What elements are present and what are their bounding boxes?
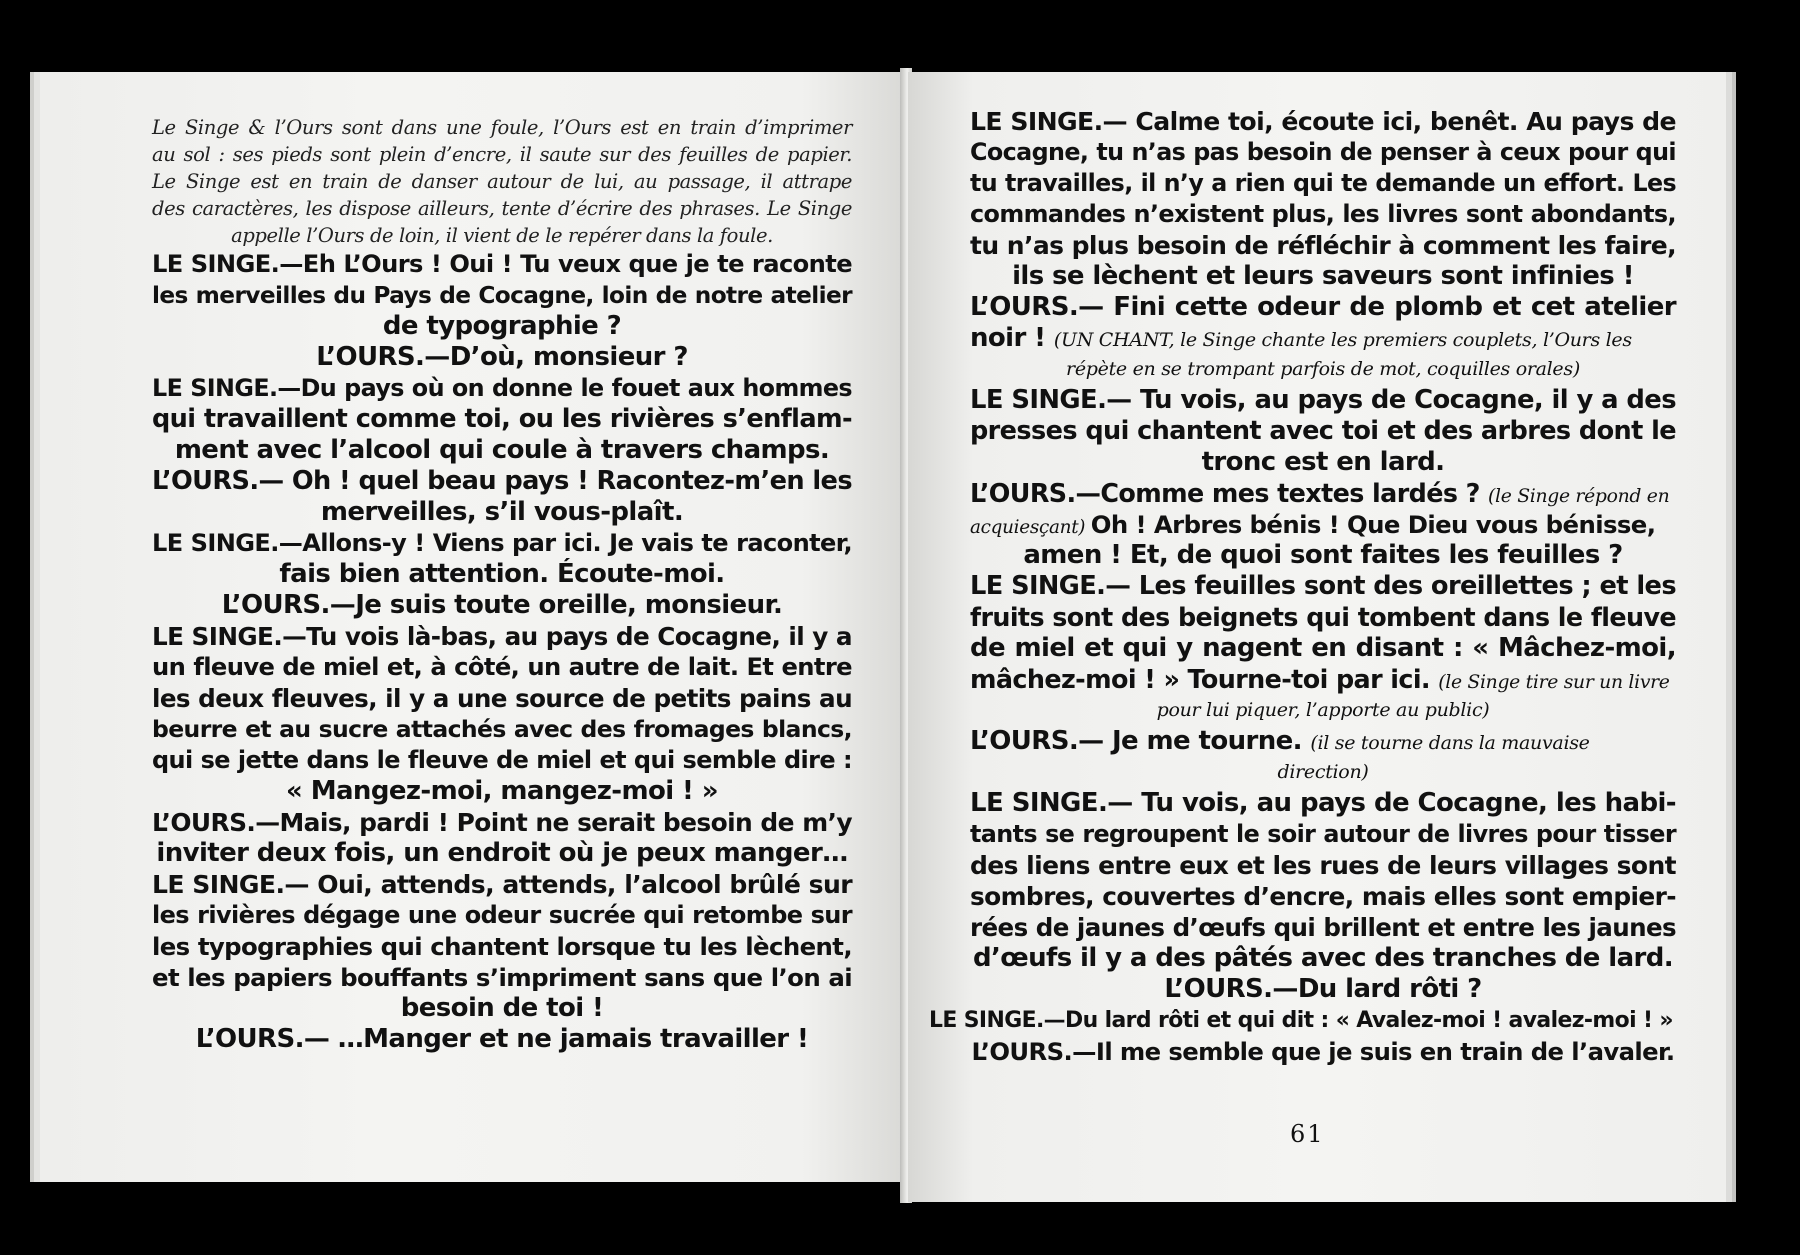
dialogue-line: tu travailles, il n’y a rien qui te demande un effort. Les xyxy=(970,169,1676,197)
stage-direction: acquiesçant) xyxy=(970,517,1091,538)
left-page-text xyxy=(152,114,852,1055)
dialogue-fragment: L’OURS.—Comme mes textes lardés ? xyxy=(970,478,1488,508)
dialogue-line: ment avec l’alcool qui coule à travers champs. xyxy=(174,435,830,465)
dialogue-line: fais bien attention. Écoute-moi. xyxy=(279,559,725,589)
intro-line: au sol : ses pieds sont plein d’encre, il saute sur des feuilles de papier. xyxy=(152,143,852,166)
stage-direction-line: direction) xyxy=(1277,761,1369,783)
dialogue-line: LE SINGE.— Tu vois, au pays de Cocagne, il y a des xyxy=(970,385,1676,415)
dialogue-line: LE SINGE.—Eh L’Ours ! Oui ! Tu veux que je te raconte xyxy=(152,250,852,278)
dialogue-line: merveilles, s’il vous-plaît. xyxy=(320,497,684,527)
dialogue-line: qui travaillent comme toi, ou les rivières s’enflam- xyxy=(152,404,852,434)
dialogue-line: L’OURS.—D’où, monsieur ? xyxy=(316,342,688,372)
dialogue-line-mixed xyxy=(970,478,1676,509)
dialogue-line: Cocagne, tu n’as pas besoin de penser à ceux pour qui xyxy=(970,138,1676,166)
dialogue-line-mixed xyxy=(970,323,1676,354)
dialogue-line: qui se jette dans le fleuve de miel et qui semble dire : xyxy=(152,746,852,774)
dialogue-line: tronc est en lard. xyxy=(1201,447,1445,477)
dialogue-line: inviter deux fois, un endroit où je peux manger… xyxy=(156,838,848,868)
dialogue-line: de miel et qui y nagent en disant : « Mâchez-moi, xyxy=(970,633,1676,663)
left-page xyxy=(40,72,906,1182)
dialogue-line: L’OURS.— …Manger et ne jamais travailler ! xyxy=(195,1024,809,1054)
dialogue-line: commandes n’existent plus, les livres sont abondants, xyxy=(970,200,1676,228)
dialogue-line: beurre et au sucre attachés avec des fromages blancs, xyxy=(152,715,852,743)
intro-line: Le Singe & l’Ours sont dans une foule, l’Ours est en train d’imprimer xyxy=(152,116,852,139)
dialogue-line: L’OURS.— Fini cette odeur de plomb et cet atelier xyxy=(970,292,1676,322)
dialogue-line: amen ! Et, de quoi sont faites les feuilles ? xyxy=(1023,540,1623,570)
dialogue-line: un fleuve de miel et, à côté, un autre de lait. Et entre xyxy=(152,653,852,681)
dialogue-line: presses qui chantent avec toi et des arbres dont le xyxy=(970,416,1676,446)
stage-direction: (le Singe répond en xyxy=(1488,486,1670,507)
dialogue-line: LE SINGE.—Du lard rôti et qui dit : « Avalez-moi ! avalez-moi ! » xyxy=(929,1008,1673,1033)
dialogue-line: LE SINGE.— Tu vois, au pays de Cocagne, les habi- xyxy=(970,788,1676,818)
dialogue-line: LE SINGE.—Du pays où on donne le fouet aux hommes xyxy=(152,374,852,402)
dialogue-line: L’OURS.—Mais, pardi ! Point ne serait besoin de m’y xyxy=(152,808,852,837)
stage-direction-line: répète en se trompant parfois de mot, coquilles orales) xyxy=(1066,358,1580,380)
dialogue-line: L’OURS.—Je suis toute oreille, monsieur. xyxy=(221,590,783,620)
dialogue-line: ils se lèchent et leurs saveurs sont infinies ! xyxy=(1012,261,1634,291)
stage-direction: (il se tourne dans la mauvaise xyxy=(1310,732,1590,754)
dialogue-line: L’OURS.— Oh ! quel beau pays ! Racontez-m’en les xyxy=(152,466,852,496)
stage-direction-line: pour lui piquer, l’apporte au public) xyxy=(1156,699,1490,721)
dialogue-line: les rivières dégage une odeur sucrée qui retombe sur xyxy=(152,901,852,929)
dialogue-line-mixed xyxy=(970,726,1676,757)
dialogue-line: LE SINGE.—Allons-y ! Viens par ici. Je vais te raconter, xyxy=(152,529,852,557)
dialogue-fragment: L’OURS.— Je me tourne. xyxy=(970,726,1311,756)
dialogue-line: LE SINGE.— Oui, attends, attends, l’alcool brûlé sur xyxy=(152,870,852,899)
stage-direction: (le Singe tire sur un livre xyxy=(1438,672,1670,693)
dialogue-line: et les papiers bouffants s’impriment sans que l’on ai xyxy=(152,963,852,992)
dialogue-line: des liens entre eux et les rues de leurs villages sont xyxy=(970,851,1676,880)
dialogue-line: LE SINGE.— Les feuilles sont des oreillettes ; et les xyxy=(970,571,1676,601)
dialogue-line: tu n’as plus besoin de réfléchir à comment les faire, xyxy=(970,231,1676,260)
stage-direction: (UN CHANT, le Singe chante les premiers couplets, l’Ours les xyxy=(1053,329,1632,351)
dialogue-line: LE SINGE.—Tu vois là-bas, au pays de Cocagne, il y a xyxy=(152,622,852,651)
dialogue-line: fruits sont des beignets qui tombent dans le fleuve xyxy=(970,602,1676,632)
dialogue-line: les merveilles du Pays de Cocagne, loin de notre atelier xyxy=(152,282,852,309)
dialogue-line: LE SINGE.— Calme toi, écoute ici, benêt. Au pays de xyxy=(970,107,1676,136)
dialogue-line: les typographies qui chantent lorsque tu les lèchent, xyxy=(152,932,852,961)
dialogue-line: d’œufs il y a des pâtés avec des tranches de lard. xyxy=(972,943,1674,973)
intro-line: des caractères, les dispose ailleurs, tente d’écrire des phrases. Le Singe xyxy=(152,197,852,220)
intro-line: appelle l’Ours de loin, il vient de le repérer dans la foule. xyxy=(231,224,773,247)
intro-line: Le Singe est en train de danser autour de lui, au passage, il attrape xyxy=(152,170,852,193)
dialogue-fragment: Oh ! Arbres bénis ! Que Dieu vous bénisse, xyxy=(1090,510,1656,539)
stage-direction-intro xyxy=(152,114,852,249)
dialogue-line-mixed xyxy=(970,509,1676,540)
dialogue-line: les deux fleuves, il y a une source de petits pains au xyxy=(152,684,852,713)
dialogue-line: rées de jaunes d’œufs qui brillent et entre les jaunes xyxy=(970,913,1676,942)
dialogue-line: besoin de toi ! xyxy=(400,993,604,1023)
dialogue-line-mixed xyxy=(970,664,1676,695)
dialogue-line: L’OURS.—Il me semble que je suis en train de l’avaler. xyxy=(971,1037,1675,1066)
dialogue-fragment: noir ! xyxy=(970,323,1054,353)
dialogue-line: L’OURS.—Du lard rôti ? xyxy=(1164,974,1482,1004)
page-number: 61 xyxy=(1290,1120,1325,1148)
right-page-text xyxy=(929,106,1676,1067)
dialogue-line: sombres, couvertes d’encre, mais elles sont empier- xyxy=(970,882,1676,911)
dialogue-line: tants se regroupent le soir autour de livres pour tisser xyxy=(970,820,1676,848)
dialogue-line: de typographie ? xyxy=(382,311,622,341)
dialogue-fragment: mâchez-moi ! » Tourne-toi par ici. xyxy=(970,664,1439,694)
right-page xyxy=(908,72,1726,1202)
dialogue-line: « Mangez-moi, mangez-moi ! » xyxy=(286,776,718,806)
